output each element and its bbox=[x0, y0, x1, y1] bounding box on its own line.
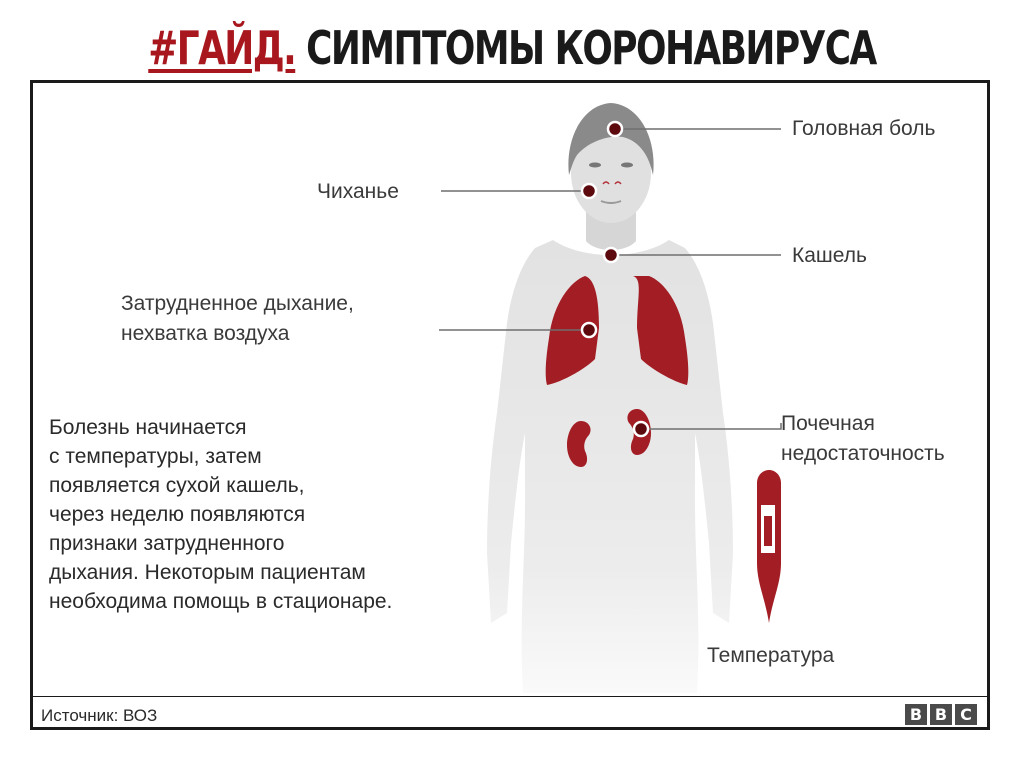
guide-tag: #ГАЙД. bbox=[148, 21, 296, 75]
label-breathing-2: нехватка воздуха bbox=[121, 322, 290, 345]
source-text: Источник: ВОЗ bbox=[41, 706, 158, 725]
body-illustration bbox=[33, 83, 987, 727]
bbc-letter-2: B bbox=[930, 704, 952, 725]
marker-headache bbox=[608, 122, 622, 136]
bbc-letter-1: B bbox=[905, 704, 927, 725]
torso-shape bbox=[487, 240, 733, 693]
eye-left bbox=[589, 163, 601, 168]
bbc-letter-3: C bbox=[955, 704, 977, 725]
label-kidney-1: Почечная bbox=[781, 412, 875, 435]
label-cough: Кашель bbox=[792, 244, 867, 267]
title-text: СИМПТОМЫ КОРОНАВИРУСА bbox=[306, 21, 876, 75]
eye-right bbox=[621, 163, 633, 168]
marker-sneezing bbox=[582, 184, 596, 198]
label-headache: Головная боль bbox=[792, 117, 936, 140]
label-breathing-1: Затрудненное дыхание, bbox=[121, 292, 354, 315]
label-kidney-2: недостаточность bbox=[781, 442, 945, 465]
page-title bbox=[113, 18, 912, 78]
marker-breathing bbox=[582, 323, 596, 337]
bbc-logo bbox=[905, 704, 977, 725]
description-text: Болезнь начинается с температуры, затем появляется сухой кашель, через неделю появляются признаки затрудненного дыхания. Некоторым пациентам необходима помощь в стационаре. bbox=[49, 416, 393, 613]
marker-kidney bbox=[634, 422, 648, 436]
thermometer-icon bbox=[757, 470, 781, 623]
label-temperature: Температура bbox=[707, 644, 835, 667]
marker-cough bbox=[604, 248, 618, 262]
infographic-frame bbox=[30, 80, 990, 730]
label-sneezing: Чиханье bbox=[317, 180, 399, 203]
footer-divider bbox=[33, 696, 987, 697]
